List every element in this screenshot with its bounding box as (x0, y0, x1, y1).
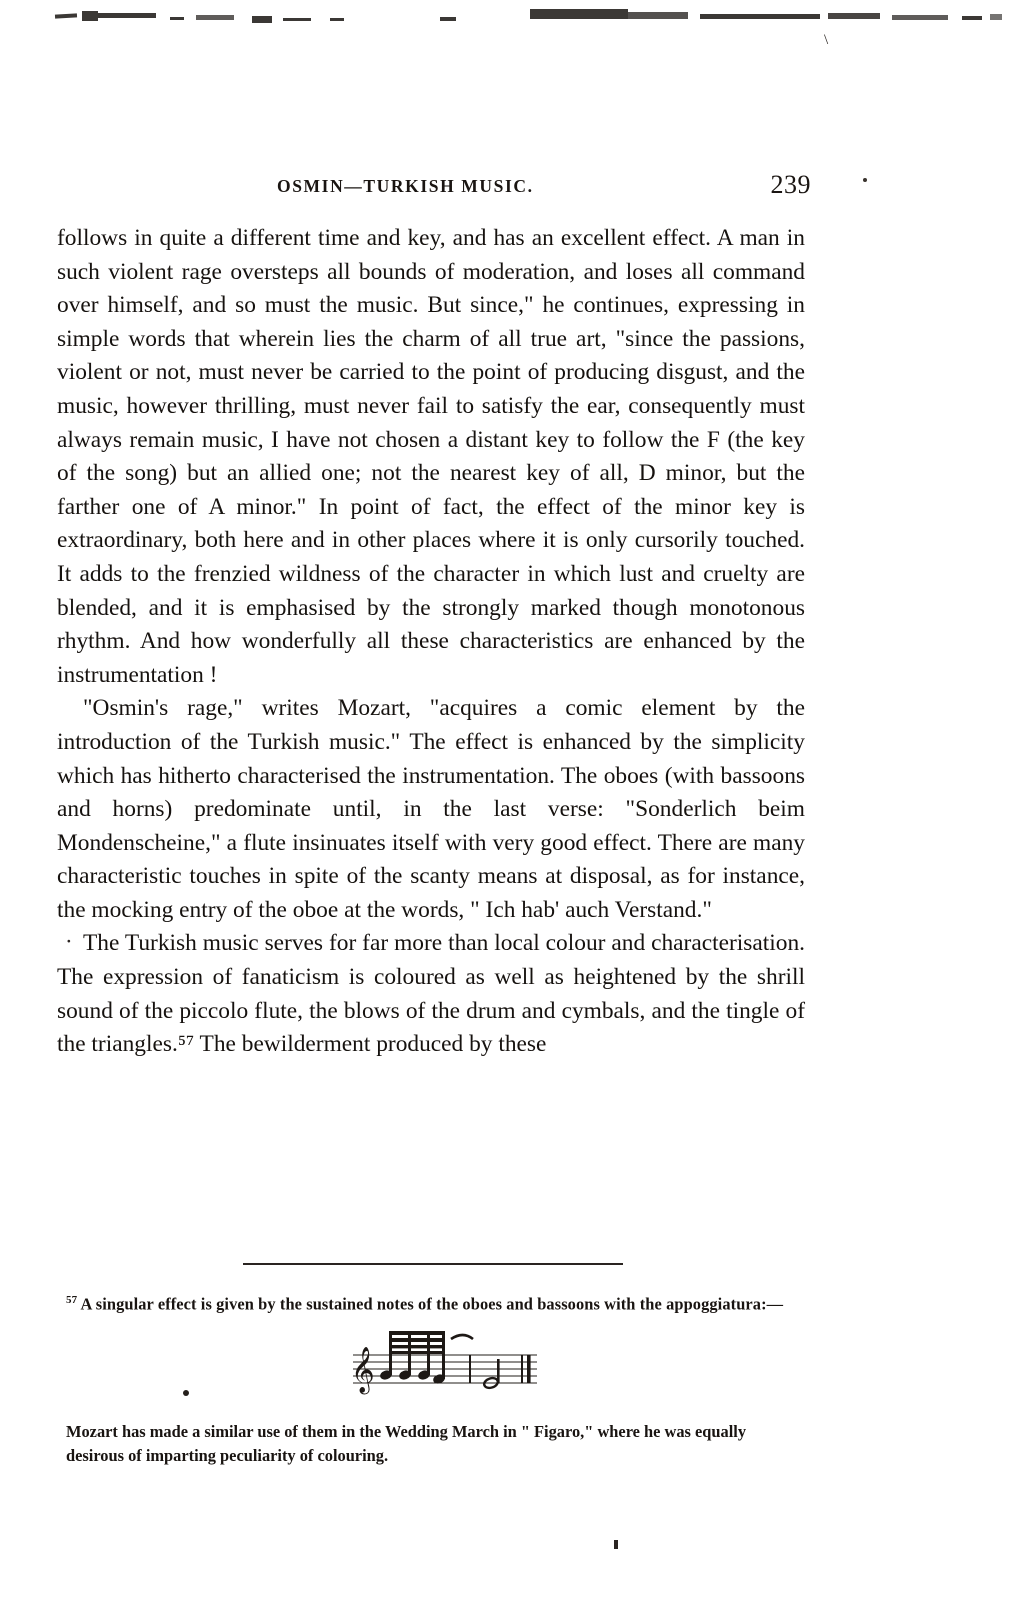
body-text (57, 222, 805, 1062)
paragraph-1: follows in quite a different time and key, and has an excellent effect. A man in such violent rage oversteps all bounds of moderation, and loses all command over himself, and so must the music. But since," he continues, expressing in simple words that wherein lies the charm of all true art, "since the passions, violent or not, must never be carried to the point of producing disgust, and the music, however thrilling, must never fail to satisfy the ear, consequently must always remain music, I have not chosen a distant key to follow the F (the key of the song) but an allied one; not the nearest key of all, D minor, but the farther one of A minor." In point of fact, the effect of the minor key is extraordinary, both here and in other places where it is only cursorily touched. It adds to the frenzied wildness of the character in which lust and cruelty are blended, and it is emphasised by the strongly marked though monotonous rhythm. And how wonderfully all these characteristics are enhanced by the instrumentation ! (57, 225, 805, 688)
footnote-body: A singular effect is given by the sustained notes of the oboes and bassoons with the appoggiatura:— (80, 1294, 784, 1314)
footnote-divider (243, 1263, 623, 1265)
paragraph-2: "Osmin's rage," writes Mozart, "acquires a comic element by the introduction of the Turkish music." The effect is enhanced by the simplicity which has hitherto characterised the instrumentation. The oboes (with bassoons and horns) predominate until, in the last verse: "Sonderlich beim Mondenscheine," a flute insinuates itself with very good effect. There are many characteristic touches in spite of the scanty means at disposal, as for instance, the mocking entry of the oboe at the words, " Ich hab' auch Verstand." (57, 695, 805, 923)
bottom-margin-speck (614, 1540, 618, 1549)
running-head: OSMIN—TURKISH MUSIC. (277, 176, 534, 196)
music-notation-figure (345, 1325, 545, 1403)
svg-text:𝄞: 𝄞 (351, 1347, 375, 1393)
margin-speck (863, 178, 867, 182)
footnote-tail-text: Mozart has made a similar use of them in the Wedding March in " Figaro," where he was equally desirous of imparting peculiarity of colouring. (66, 1422, 747, 1465)
page-number: 239 (770, 170, 811, 199)
paragraph-3 (57, 927, 805, 1061)
footnote-speck (183, 1390, 189, 1396)
music-staff-svg (345, 1325, 545, 1403)
paragraph-3-text: The Turkish music serves for far more than local colour and characterisation. The expression of fanaticism is coloured as well as heightened by the shrill sound of the piccolo flute, the blows of the drum and cymbals, and the tingle of the triangles.⁵⁷ The bewilderment produced by these (57, 930, 805, 1058)
footnote-text (66, 1288, 802, 1316)
margin-dot: · (65, 929, 73, 955)
page-header (57, 170, 867, 202)
footnote-marker: 57 (66, 1294, 78, 1306)
stray-tick-mark: \ (824, 32, 829, 48)
